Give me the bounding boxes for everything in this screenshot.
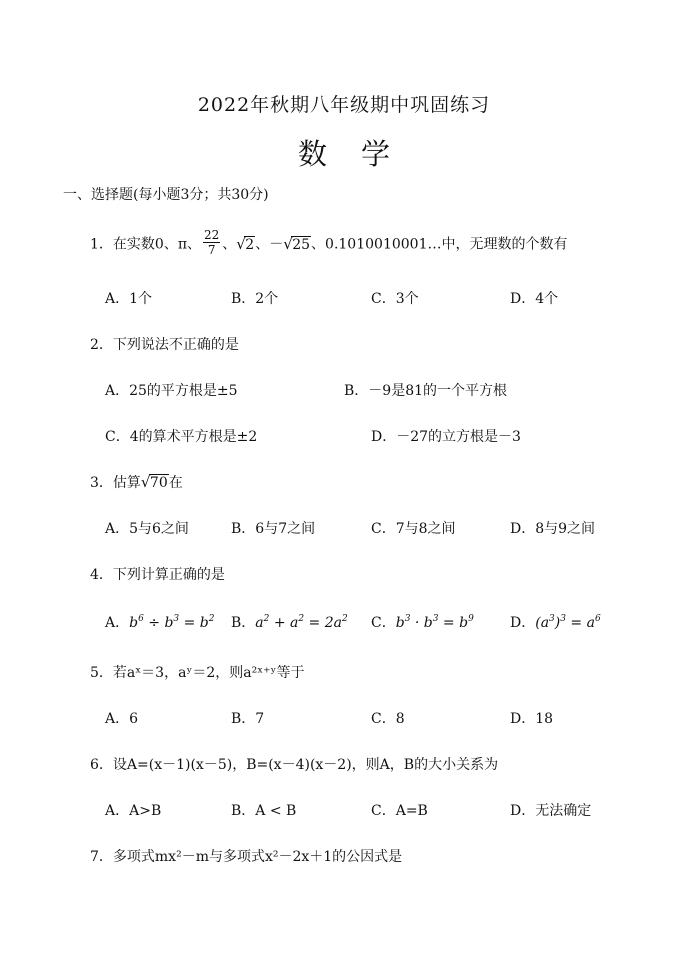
fraction-numerator: 22 <box>204 228 220 242</box>
question-3-suffix: 在 <box>168 475 183 491</box>
option-b[interactable]: B．6与7之间 <box>231 521 316 537</box>
radical-icon: √ <box>283 234 293 253</box>
option-d[interactable]: D．－27的立方根是－3 <box>371 429 521 445</box>
radical-icon: √ <box>236 234 246 253</box>
option-a[interactable]: A．5与6之间 <box>105 521 189 537</box>
option-d[interactable]: D．4个 <box>510 291 559 307</box>
radicand: 70 <box>149 475 168 491</box>
option-label: C． <box>371 615 396 631</box>
option-d[interactable]: D．8与9之间 <box>510 521 596 537</box>
sqrt-expression <box>283 234 311 253</box>
section-heading: 一、选择题(每小题3分；共30分) <box>63 187 269 203</box>
page-title: 2022年秋期八年级期中巩固练习 <box>197 94 491 116</box>
math-expression: $b^3 \cdot b^3 = b^9$ <box>395 614 474 631</box>
option-c[interactable]: C．8 <box>371 711 405 727</box>
option-a[interactable]: A．A>B <box>105 803 162 819</box>
option-a[interactable] <box>105 612 214 632</box>
question-4: 4．下列计算正确的是 <box>90 567 225 583</box>
math-expression: $b^6 \div b^3 = b^2$ <box>129 614 215 631</box>
separator: 、 <box>222 236 237 253</box>
question-7: 7．多项式mx²－m与多项式x²－2x＋1的公因式是 <box>90 849 403 865</box>
option-b[interactable]: B．7 <box>231 711 265 727</box>
question-3-prefix: 3．估算 <box>90 475 141 491</box>
option-label: D． <box>510 615 536 631</box>
option-a[interactable]: A．25的平方根是±5 <box>105 383 238 399</box>
question-5: 5．若aˣ＝3，aʸ＝2，则a²ˣ⁺ʸ等于 <box>90 665 305 681</box>
radicand: 2 <box>245 236 255 253</box>
option-b[interactable]: B．A < B <box>231 803 297 819</box>
option-c[interactable] <box>371 612 474 632</box>
question-2: 2．下列说法不正确的是 <box>90 337 239 353</box>
question-6: 6．设A=(x－1)(x－5)，B=(x－4)(x－2)，则A，B的大小关系为 <box>90 757 499 773</box>
option-b[interactable] <box>231 612 348 632</box>
option-label: A． <box>105 615 130 631</box>
question-1-suffix: 、0.1010010001…中，无理数的个数有 <box>311 236 568 253</box>
option-label: B． <box>231 615 256 631</box>
option-a[interactable]: A．6 <box>105 711 139 727</box>
subject-title: 数学 <box>297 137 424 171</box>
radical-icon: √ <box>140 473 151 491</box>
option-c[interactable]: C．A=B <box>371 803 428 819</box>
option-c[interactable]: C．4的算术平方根是±2 <box>105 429 258 445</box>
math-expression: $a^2 + a^2 = 2a^2$ <box>255 614 348 631</box>
question-1-prefix: 1．在实数0、π、 <box>90 236 202 253</box>
fraction-denominator: 7 <box>207 243 216 257</box>
option-d[interactable] <box>510 612 601 632</box>
option-b[interactable]: B．2个 <box>231 291 279 307</box>
sqrt-expression <box>236 234 255 253</box>
sqrt-expression <box>141 475 169 491</box>
separator: 、－ <box>255 236 284 253</box>
question-1 <box>90 230 567 259</box>
option-d[interactable]: D．18 <box>510 711 554 727</box>
option-c[interactable]: C．3个 <box>371 291 419 307</box>
fraction <box>203 228 220 257</box>
option-c[interactable]: C．7与8之间 <box>371 521 456 537</box>
math-expression: $(a^3)^3 = a^6$ <box>535 614 601 631</box>
option-a[interactable]: A．1个 <box>105 291 153 307</box>
option-b[interactable]: B．－9是81的一个平方根 <box>344 383 508 399</box>
option-d[interactable]: D．无法确定 <box>510 803 592 819</box>
question-3 <box>90 472 183 492</box>
radicand: 25 <box>292 236 311 253</box>
